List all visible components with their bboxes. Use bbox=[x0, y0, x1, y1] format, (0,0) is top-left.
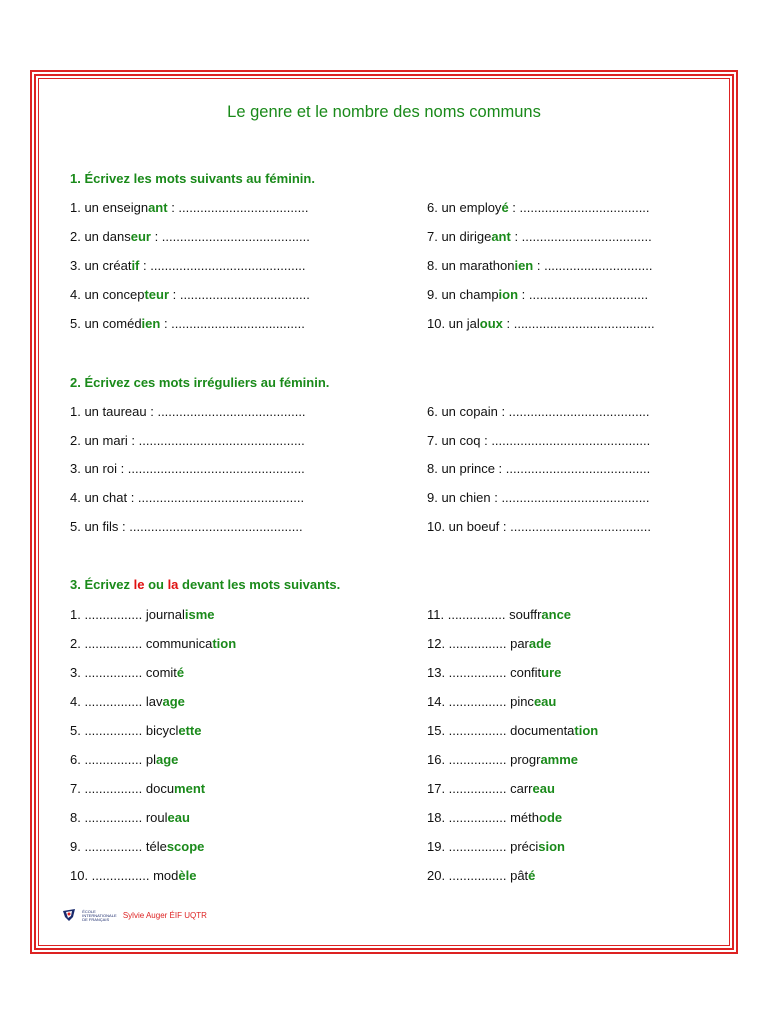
item-stem: 12. ................ par bbox=[427, 636, 529, 651]
item-ending: ien bbox=[514, 258, 534, 273]
school-logo-text: ÉCOLE INTERNATIONALE DE FRANÇAIS bbox=[82, 909, 117, 922]
exercise3-item bbox=[70, 810, 190, 825]
exercise3-item bbox=[70, 752, 178, 767]
item-blank: : .................................... bbox=[169, 287, 310, 302]
item-stem: 1. ................ journal bbox=[70, 607, 185, 622]
item-stem: 5. ................ bicycl bbox=[70, 723, 179, 738]
item-stem: 6. un employ bbox=[427, 200, 502, 215]
exercise2-item: 7. un coq : ............................................ bbox=[427, 433, 651, 448]
item-ending: ien bbox=[141, 316, 161, 331]
item-ending: é bbox=[528, 868, 536, 883]
item-ending: isme bbox=[184, 607, 215, 622]
item-blank: : .................................... bbox=[510, 229, 652, 244]
item-ending: ant bbox=[491, 229, 511, 244]
item-stem: 4. un concep bbox=[70, 287, 145, 302]
item-stem: 8. un marathon bbox=[427, 258, 515, 273]
item-ending: ment bbox=[174, 781, 206, 796]
exercise2-item: 9. un chien : ......................................... bbox=[427, 490, 650, 505]
item-stem: 10. ................ mod bbox=[70, 868, 179, 883]
item-stem: 15. ................ documenta bbox=[427, 723, 575, 738]
exercise2-item: 5. un fils : ................................................ bbox=[70, 519, 303, 534]
exercise2-item: 1. un taureau : ......................................... bbox=[70, 404, 306, 419]
item-blank: : ....................................... bbox=[502, 316, 655, 331]
item-blank: : ................................. bbox=[518, 287, 649, 302]
exercise3-item bbox=[427, 752, 578, 767]
section2-heading: 2. Écrivez ces mots irréguliers au féminin. bbox=[70, 375, 330, 390]
exercise3-item bbox=[70, 868, 196, 883]
item-ending: tion bbox=[212, 636, 237, 651]
item-stem: 2. ................ communica bbox=[70, 636, 213, 651]
exercise3-item bbox=[70, 665, 184, 680]
exercise3-item bbox=[427, 810, 562, 825]
exercise1-item bbox=[427, 287, 648, 302]
exercise2-item: 8. un prince : ........................................ bbox=[427, 461, 651, 476]
item-ending: ance bbox=[541, 607, 572, 622]
exercise3-item bbox=[70, 781, 205, 796]
item-stem: 1. un enseign bbox=[70, 200, 149, 215]
exercise3-item bbox=[427, 839, 565, 854]
item-ending: é bbox=[176, 665, 185, 680]
item-blank: : .............................. bbox=[533, 258, 653, 273]
exercise3-item bbox=[70, 636, 236, 651]
item-ending: oux bbox=[479, 316, 503, 331]
item-ending: age bbox=[155, 752, 179, 767]
item-ending: ure bbox=[541, 665, 562, 680]
item-stem: 3. ................ comit bbox=[70, 665, 177, 680]
exercise2-item: 10. un boeuf : ....................................... bbox=[427, 519, 651, 534]
item-stem: 19. ................ préci bbox=[427, 839, 539, 854]
item-ending: if bbox=[131, 258, 140, 273]
item-stem: 2. un dans bbox=[70, 229, 131, 244]
item-blank: : .................................... bbox=[508, 200, 650, 215]
exercise2-item: 4. un chat : .............................................. bbox=[70, 490, 305, 505]
exercise3-item bbox=[427, 607, 571, 622]
item-stem: 6. ................ pl bbox=[70, 752, 156, 767]
item-stem: 16. ................ progr bbox=[427, 752, 541, 767]
item-stem: 20. ................ pât bbox=[427, 868, 529, 883]
exercise1-item bbox=[70, 316, 305, 331]
item-stem: 10. un jal bbox=[427, 316, 480, 331]
exercise1-item bbox=[427, 316, 655, 331]
exercise3-item bbox=[70, 839, 204, 854]
page-title: Le genre et le nombre des noms communs bbox=[227, 103, 541, 121]
item-ending: ode bbox=[539, 810, 563, 825]
exercise3-item bbox=[427, 781, 555, 796]
item-stem: 7. ................ docu bbox=[70, 781, 175, 796]
item-stem: 8. ................ roul bbox=[70, 810, 168, 825]
exercise3-item bbox=[70, 607, 215, 622]
item-stem: 9. un champ bbox=[427, 287, 499, 302]
item-ending: ade bbox=[528, 636, 552, 651]
exercise3-item bbox=[427, 665, 561, 680]
section3-heading: 3. Écrivez le ou la devant les mots suivants. bbox=[70, 577, 341, 592]
item-ending: tion bbox=[574, 723, 599, 738]
section1-heading: 1. Écrivez les mots suivants au féminin. bbox=[70, 171, 315, 186]
exercise2-item: 2. un mari : .............................................. bbox=[70, 433, 305, 448]
exercise3-item bbox=[70, 723, 202, 738]
item-ending: èle bbox=[178, 868, 197, 883]
item-stem: 3. un créat bbox=[70, 258, 132, 273]
footer bbox=[62, 908, 207, 924]
exercise3-item bbox=[70, 694, 185, 709]
exercise3-item bbox=[427, 636, 551, 651]
item-stem: 13. ................ confit bbox=[427, 665, 542, 680]
item-ending: ant bbox=[148, 200, 168, 215]
item-blank: : ..................................... bbox=[160, 316, 305, 331]
item-stem: 5. un coméd bbox=[70, 316, 142, 331]
item-ending: teur bbox=[144, 287, 170, 302]
item-ending: é bbox=[501, 200, 509, 215]
item-blank: : .................................... bbox=[167, 200, 309, 215]
exercise1-item bbox=[70, 229, 310, 244]
item-ending: eau bbox=[533, 694, 557, 709]
exercise1-item bbox=[70, 287, 310, 302]
item-stem: 7. un dirige bbox=[427, 229, 492, 244]
exercise1-item bbox=[70, 258, 306, 273]
item-ending: scope bbox=[166, 839, 205, 854]
item-ending: eau bbox=[532, 781, 555, 796]
footer-credit: Sylvie Auger ÉIF UQTR bbox=[122, 911, 207, 921]
item-stem: 14. ................ pinc bbox=[427, 694, 534, 709]
item-blank: : ......................................... bbox=[150, 229, 310, 244]
exercise3-item bbox=[427, 694, 556, 709]
item-ending: ette bbox=[178, 723, 202, 738]
exercise1-item bbox=[427, 229, 652, 244]
item-ending: eau bbox=[167, 810, 190, 825]
exercise1-item bbox=[427, 258, 652, 273]
exercise2-item: 3. un roi : ................................................. bbox=[70, 461, 305, 476]
exercise3-item bbox=[427, 868, 535, 883]
school-logo-icon bbox=[62, 908, 76, 924]
exercise1-item bbox=[70, 200, 308, 215]
item-stem: 4. ................ lav bbox=[70, 694, 163, 709]
item-ending: age bbox=[162, 694, 185, 709]
item-stem: 17. ................ carr bbox=[427, 781, 533, 796]
item-stem: 9. ................ téle bbox=[70, 839, 167, 854]
exercise1-item bbox=[427, 200, 650, 215]
exercise2-item: 6. un copain : ....................................... bbox=[427, 404, 650, 419]
item-ending: amme bbox=[540, 752, 579, 767]
item-ending: eur bbox=[130, 229, 151, 244]
item-ending: ion bbox=[498, 287, 519, 302]
item-ending: sion bbox=[538, 839, 565, 854]
item-blank: : ........................................... bbox=[139, 258, 306, 273]
item-stem: 18. ................ méth bbox=[427, 810, 539, 825]
item-stem: 11. ................ souffr bbox=[427, 607, 542, 622]
exercise3-item bbox=[427, 723, 598, 738]
